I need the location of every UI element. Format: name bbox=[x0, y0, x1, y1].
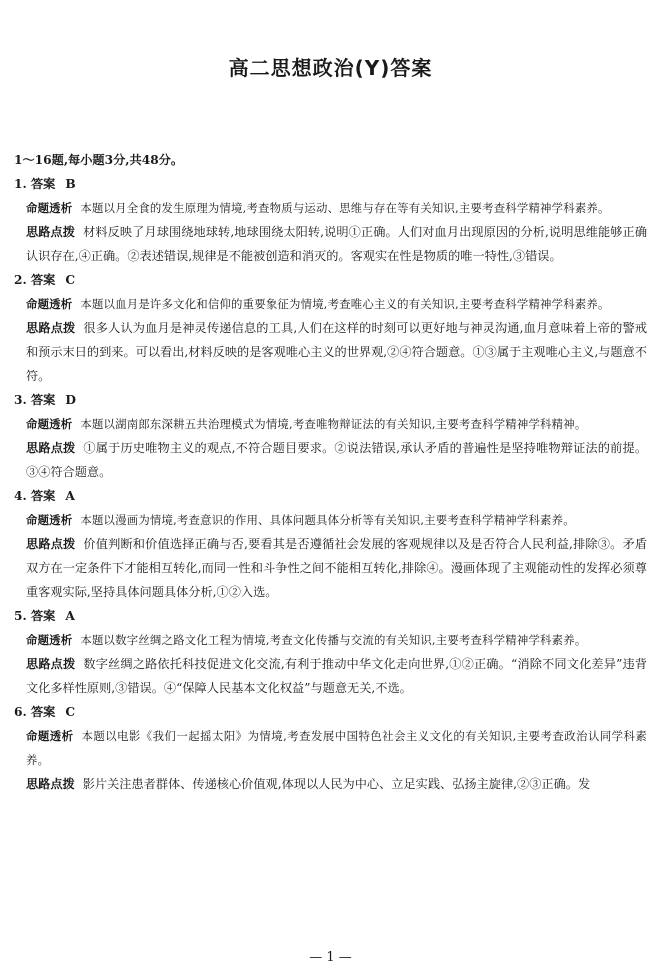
question-number: 6. bbox=[14, 705, 27, 719]
analysis-paragraph bbox=[26, 196, 647, 220]
analysis-paragraph bbox=[26, 724, 647, 772]
answer-line bbox=[14, 484, 647, 508]
hint-label: 思路点拨 bbox=[26, 321, 76, 335]
question-block bbox=[14, 268, 647, 388]
hint-text: 很多人认为血月是神灵传递信息的工具,人们在这样的时刻可以更好地与神灵沟通,血月意味着上帝的警戒和预示末日的到来。可以看出,材料反映的是客观唯心主义的世界观,②④符合题意。①③属于主观唯心主义,与题意不符。 bbox=[26, 321, 648, 383]
analysis-label: 命题透析 bbox=[26, 513, 73, 527]
question-number: 2. bbox=[14, 273, 27, 287]
question-block bbox=[14, 484, 647, 604]
question-block bbox=[14, 700, 647, 796]
question-block bbox=[14, 388, 647, 484]
hint-label: 思路点拨 bbox=[26, 441, 76, 455]
answer-label: 答案 bbox=[30, 609, 56, 623]
analysis-label: 命题透析 bbox=[26, 729, 74, 743]
section-intro: 1～16题,每小题3分,共48分。 bbox=[14, 153, 184, 167]
hint-label: 思路点拨 bbox=[26, 657, 76, 671]
hint-paragraph bbox=[26, 532, 647, 604]
answer-letter: C bbox=[65, 705, 76, 719]
analysis-text: 本题以月全食的发生原理为情境,考查物质与运动、思维与存在等有关知识,主要考查科学精神学科素养。 bbox=[80, 201, 610, 215]
analysis-label: 命题透析 bbox=[26, 633, 73, 647]
hint-label: 思路点拨 bbox=[26, 225, 76, 239]
analysis-label: 命题透析 bbox=[26, 417, 73, 431]
answer-letter: A bbox=[65, 489, 75, 503]
hint-text: 数字丝绸之路依托科技促进文化交流,有利于推动中华文化走向世界,①②正确。“消除不同文化差异”违背文化多样性原则,③错误。④“保障人民基本文化权益”与题意无关,不选。 bbox=[26, 657, 648, 695]
answer-label: 答案 bbox=[30, 177, 56, 191]
answer-line bbox=[14, 268, 647, 292]
answer-line bbox=[14, 604, 647, 628]
hint-text: 影片关注患者群体、传递核心价值观,体现以人民为中心、立足实践、弘扬主旋律,②③正确。发 bbox=[82, 777, 591, 791]
analysis-label: 命题透析 bbox=[26, 297, 73, 311]
hint-paragraph bbox=[26, 436, 647, 484]
answer-letter: A bbox=[65, 609, 75, 623]
hint-label: 思路点拨 bbox=[26, 537, 76, 551]
hint-label: 思路点拨 bbox=[26, 777, 75, 791]
answer-label: 答案 bbox=[30, 273, 56, 287]
answer-label: 答案 bbox=[30, 393, 56, 407]
question-block bbox=[14, 172, 647, 268]
answer-letter: B bbox=[65, 177, 76, 191]
analysis-text: 本题以电影《我们一起摇太阳》为情境,考查发展中国特色社会主义文化的有关知识,主要考查政治认同学科素养。 bbox=[26, 729, 647, 767]
analysis-paragraph bbox=[26, 628, 647, 652]
answer-label: 答案 bbox=[30, 705, 56, 719]
question-number: 5. bbox=[14, 609, 27, 623]
answer-line bbox=[14, 700, 647, 724]
question-number: 4. bbox=[14, 489, 27, 503]
question-number: 1. bbox=[14, 177, 27, 191]
hint-paragraph bbox=[26, 772, 647, 796]
hint-text: ①属于历史唯物主义的观点,不符合题目要求。②说法错误,承认矛盾的普遍性是坚持唯物辩证法的前提。③④符合题意。 bbox=[26, 441, 648, 479]
answer-content bbox=[14, 148, 647, 796]
hint-text: 价值判断和价值选择正确与否,要看其是否遵循社会发展的客观规律以及是否符合人民利益,排除③。矛盾双方在一定条件下才能相互转化,而同一性和斗争性之间不能相互转化,排除④。漫画体现了主观能动性的发挥必须尊重客观实际,坚持具体问题具体分析,①②入选。 bbox=[26, 537, 648, 599]
hint-text: 材料反映了月球围绕地球转,地球围绕太阳转,说明①正确。人们对血月出现原因的分析,说明思维能够正确认识存在,④正确。②表述错误,规律是不能被创造和消灭的。客观实在性是物质的唯一特性,③错误。 bbox=[26, 225, 648, 263]
question-block bbox=[14, 604, 647, 700]
hint-paragraph bbox=[26, 220, 647, 268]
answer-label: 答案 bbox=[30, 489, 56, 503]
answer-letter: C bbox=[65, 273, 76, 287]
analysis-paragraph bbox=[26, 412, 647, 436]
analysis-text: 本题以数字丝绸之路文化工程为情境,考查文化传播与交流的有关知识,主要考查科学精神学科素养。 bbox=[80, 633, 587, 647]
answer-letter: D bbox=[65, 393, 76, 407]
hint-paragraph bbox=[26, 316, 647, 388]
analysis-text: 本题以湖南郎东深耕五共治理模式为情境,考查唯物辩证法的有关知识,主要考查科学精神学科精神。 bbox=[80, 417, 587, 431]
analysis-label: 命题透析 bbox=[26, 201, 73, 215]
answer-line bbox=[14, 172, 647, 196]
answer-line bbox=[14, 388, 647, 412]
document-title: 高二思想政治(Y)答案 bbox=[228, 56, 433, 80]
analysis-paragraph bbox=[26, 292, 647, 316]
hint-paragraph bbox=[26, 652, 647, 700]
analysis-text: 本题以漫画为情境,考查意识的作用、具体问题具体分析等有关知识,主要考查科学精神学科素养。 bbox=[80, 513, 575, 527]
analysis-text: 本题以血月是许多文化和信仰的重要象征为情境,考查唯心主义的有关知识,主要考查科学精神学科素养。 bbox=[80, 297, 610, 311]
question-number: 3. bbox=[14, 393, 27, 407]
page-number: — 1 — bbox=[309, 950, 352, 965]
analysis-paragraph bbox=[26, 508, 647, 532]
